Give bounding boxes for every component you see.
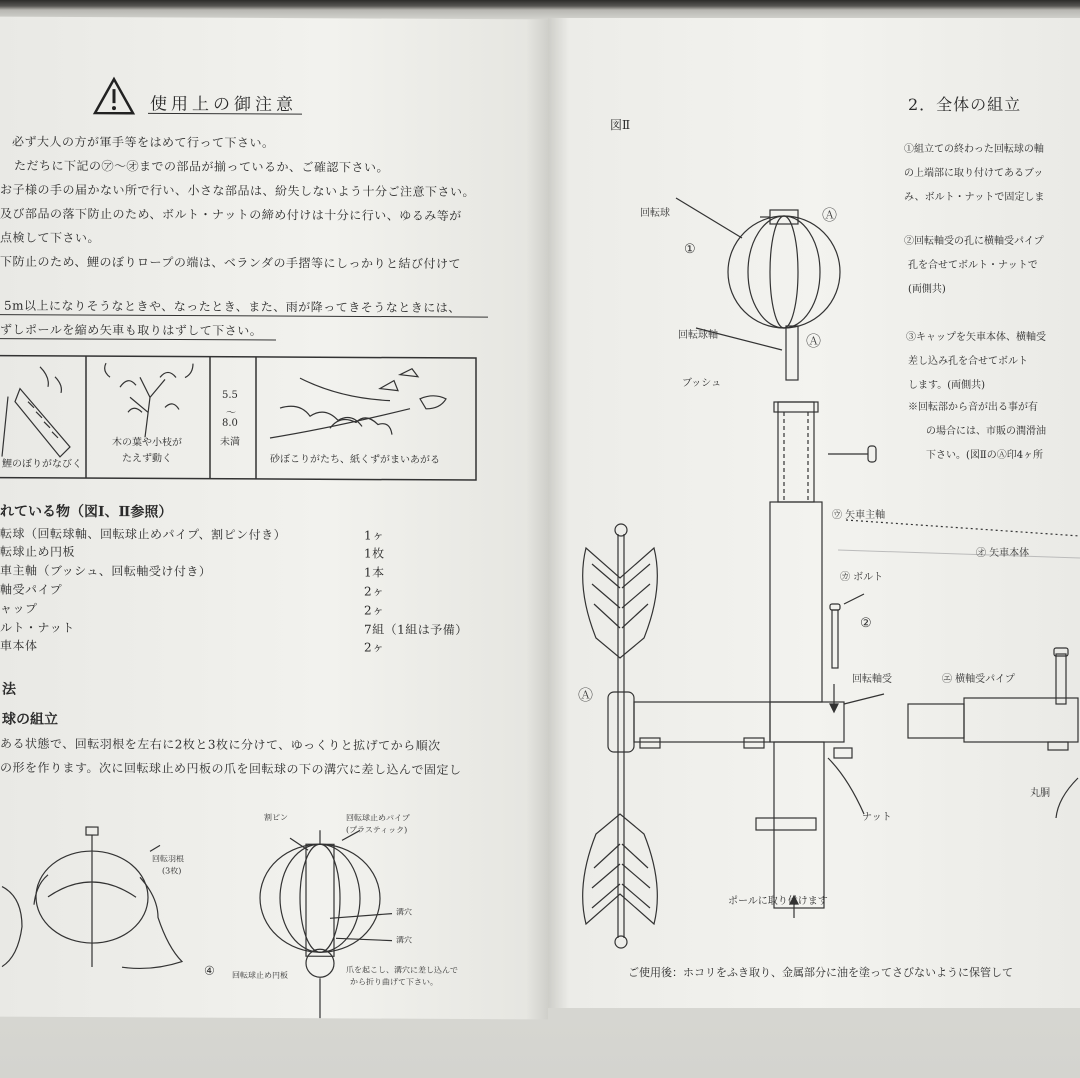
method-heading: 法 [2,681,16,698]
caution-line-8: ずしポールを縮め矢車も取りはずして下さい。 [0,322,263,338]
fig1-hands-drawing [2,827,182,969]
caution-line-6: 下防止のため、鯉のぼりロープの端は、ベランダの手摺等にしっかりと結び付けて [0,254,461,271]
parts-item-1: 転球（回転球軸、回転球止めパイプ、割ピン付き） [0,526,287,543]
fig1-marker: ④ [204,963,215,978]
fig1-disc-label: 回転球止め円板 [232,970,288,981]
step2-line-2: 孔を合せてボルト・ナットで [908,260,1038,271]
fig2-ball-axis-label: 回転球軸 [678,330,718,341]
wind-speed-high: 8.0 [222,417,238,429]
note-line-2: の場合には、市販の潤滑油 [926,426,1046,437]
parts-qty-2: 1枚 [364,546,385,561]
step3-line-1: ③キャップを矢車本体、横軸受 [906,332,1046,343]
carp-streamer-drawing [2,367,70,457]
parts-item-4: 軸受パイプ [0,582,63,597]
fig1-note-2: から折り曲げて下さい。 [350,977,438,987]
rotating-ball-drawing [728,210,840,380]
fig1-groove-1: 溝穴 [396,907,412,917]
tree-drawing [105,363,193,437]
parts-qty-4: 2ヶ [364,584,385,599]
fig1-wing-label: 回転羽根 [152,854,184,864]
fig1-ball-drawing [260,830,392,1019]
fig2-title: 図Ⅱ [610,118,631,132]
fig2-bolt-num: ② [860,616,872,631]
after-use-note: ご使用後：ホコリをふき取り、金属部分に油を塗ってさびないように保管して [628,966,1013,979]
method-subheading: 球の組立 [2,711,58,728]
fig1-pin-label: 割ピン [264,812,288,823]
fig2-mark-a-left: Ⓐ [578,686,594,704]
round-body-label: 丸胴 [1030,788,1050,799]
fig2-pole-label: ポールに取り付けます [728,896,828,907]
caution-line-7: 5m以上になりそうなときや、なったとき、また、雨が降ってきそうなときには、 [4,298,461,315]
parts-item-2: 転球止め円板 [0,544,76,559]
parts-qty-1: 1ヶ [364,528,385,543]
caution-line-5: 点検して下さい。 [0,230,101,246]
fig2-nut-label: ナット [862,812,892,823]
step3-line-2: 差し込み孔を合せてボルト [908,356,1028,367]
parts-item-3: 車主軸（ブッシュ、回転軸受け付き） [0,563,212,579]
fig1-groove-2: 溝穴 [396,935,412,945]
parts-qty-6: 7組（1組は予備） [364,622,468,638]
wind-speed-tilde: ～ [226,407,236,419]
fig2-mark-a-axis: Ⓐ [806,332,822,350]
right-page [548,18,1080,1008]
caution-line-4: 及び部品の落下防止のため、ボルト・ナットの締め付けは十分に行い、ゆるみ等が [0,206,462,223]
method-line-2: の形を作ります。次に回転球止め円板の爪を回転球の下の溝穴に差し込んで固定し [0,760,462,777]
wind-speed-unit: 未満 [220,436,240,448]
step2-line-1: ②回転軸受の孔に横軸受パイプ [904,236,1044,247]
fig2-bearing-label: 回転軸受 [852,674,892,685]
parts-qty-7: 2ヶ [364,640,385,655]
cross-pipe-label: ㋓ 横軸受パイプ [942,674,1015,685]
fig2-ball-num: ① [684,242,696,257]
method-line-1: ある状態で、回転羽根を左右に2枚と3枚に分けて、ゆっくりと拡げてから順次 [0,736,441,753]
wind-cell-tree-top: 木の葉や小枝が [112,437,182,449]
wind-cell-tree-bottom: たえず動く [122,453,172,465]
parts-item-6: ルト・ナット [0,620,75,635]
arrow-body-label: ㋔ 矢車本体 [976,548,1030,559]
step1-line-2: の上端部に取り付けてあるブッ [904,168,1044,179]
parts-heading: れている物（図Ⅰ、Ⅱ参照） [0,503,173,521]
bolt-drawing [830,594,864,668]
caution-line-3: お子様の手の届かない所で行い、小さな部品は、紛失しないよう十分ご注意下さい。 [0,182,476,200]
parts-qty-3: 1本 [364,565,385,580]
main-shaft-drawing [756,402,876,908]
fig1-pipe-sub: (プラスティック) [346,825,408,835]
parts-item-5: ャップ [0,601,38,616]
step1-line-3: み、ボルト・ナットで固定しま [904,192,1045,203]
fig1-pipe-label: 回転球止めパイプ [346,813,410,823]
fig2-mark-a-top: Ⓐ [822,206,838,224]
section2-title: 2．全体の組立 [908,95,1022,114]
wind-cell-dust: 砂ぼこりがたち、紙くずがまいあがる [270,453,440,466]
note-line-3: 下さい。(図ⅡのⒶ印4ヶ所 [926,450,1044,461]
left-page [0,17,548,1020]
fig2-ball-label: 回転球 [640,208,670,219]
fig2-bush-label: ブッシュ [682,378,722,389]
note-line-1: ※回転部から音が出る事が有 [908,402,1038,413]
caution-line-2: ただちに下記の㋐～㋔までの部品が揃っているか、ご確認下さい。 [14,158,390,175]
wind-speed-low: 5.5 [222,389,238,401]
parts-qty-5: 2ヶ [364,603,385,618]
fig2-bolt-label: ㋕ ボルト [840,572,884,583]
step1-line-1: ①組立ての終わった回転球の軸 [904,144,1044,155]
arrow-wheel-drawing [583,524,658,948]
fig1-wing-count: (3枚) [162,866,182,876]
step3-line-3: します。(両側共) [908,380,986,391]
fig2-main-axis-label: ㋒ 矢車主軸 [832,510,886,521]
parts-item-7: 車本体 [0,638,38,653]
dust-drawing [270,368,446,439]
caution-title: 使用上の御注意 [150,94,297,116]
fig1-note-1: 爪を起こし、溝穴に差し込んで [346,965,458,975]
step2-line-3: (両側共) [908,284,946,295]
caution-line-1: 必ず大人の方が軍手等をはめて行って下さい。 [12,134,275,151]
wind-cell-carp: 鯉のぼりがなびく [2,458,82,470]
